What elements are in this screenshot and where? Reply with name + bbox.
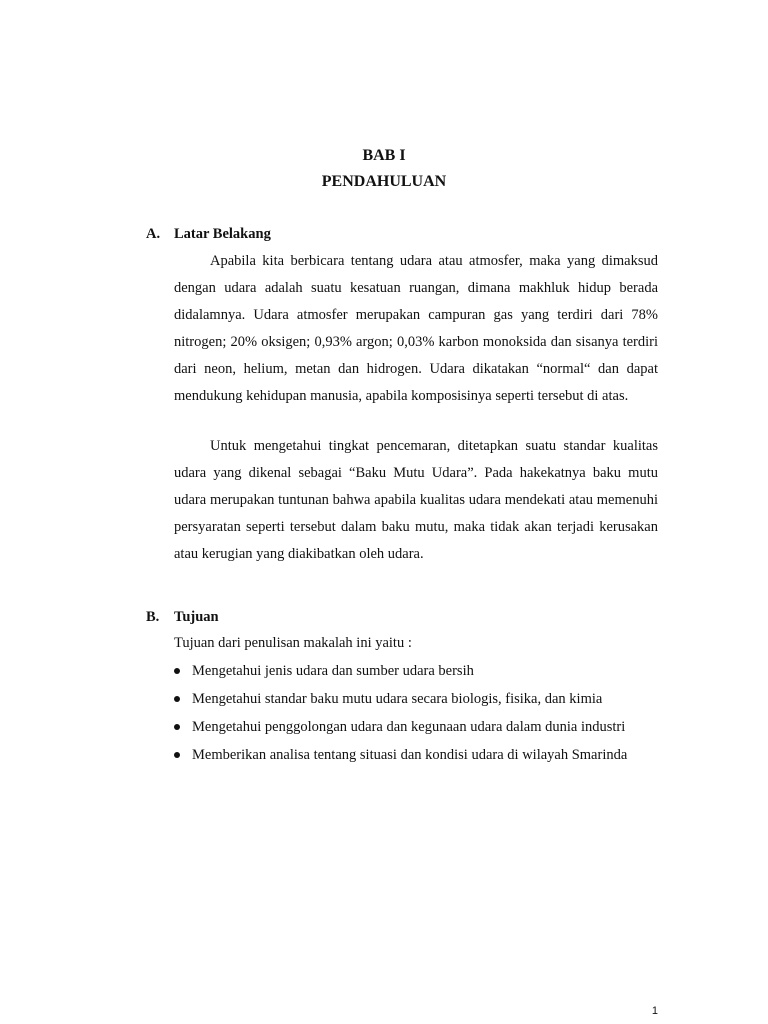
list-item <box>174 741 674 769</box>
page-number: 1 <box>651 1005 658 1017</box>
background-paragraph-2: Untuk mengetahui tingkat pencemaran, ditetapkan suatu standar kualitas udara yang dikenal sebagai “Baku Mutu Udara”. Pada hakekatnya baku mutu udara merupakan tuntunan bahwa apabila kualitas udara mendekati atau memenuhi persyaratan seperti tersebut dalam baku mutu, maka tidak akan terjadi kerusakan atau kerugian yang diakibatkan oleh udara. <box>174 438 658 562</box>
list-item-text: Mengetahui jenis udara dan sumber udara bersih <box>192 663 474 679</box>
list-item <box>174 713 674 741</box>
bullet-icon <box>174 724 180 730</box>
chapter-label: BAB I <box>362 147 406 164</box>
background-paragraph-1: Apabila kita berbicara tentang udara atau atmosfer, maka yang dimaksud dengan udara adalah suatu kesatuan ruangan, dimana makhluk hidup berada didalamnya. Udara atmosfer merupakan campuran gas yang terdiri dari 78% nitrogen; 20% oksigen; 0,93% argon; 0,03% karbon monoksida dan sisanya terdiri dari neon, helium, metan dan hidrogen. Udara dikatakan “normal“ dan dapat mendukung kehidupan manusia, apabila komposisinya seperti tersebut di atas. <box>174 253 658 404</box>
list-item <box>174 685 674 713</box>
section-b-title: Tujuan <box>174 609 219 625</box>
section-a-heading <box>146 224 271 244</box>
chapter-title: PENDAHULUAN <box>321 173 447 190</box>
list-item <box>174 657 674 685</box>
bullet-icon <box>174 752 180 758</box>
list-item-text: Mengetahui standar baku mutu udara secara biologis, fisika, dan kimia <box>192 691 603 707</box>
section-b-heading <box>146 607 219 627</box>
list-item-text: Mengetahui penggolongan udara dan kegunaan udara dalam dunia industri <box>192 719 626 735</box>
bullet-icon <box>174 668 180 674</box>
bullet-icon <box>174 696 180 702</box>
section-a-letter: A. <box>146 226 161 242</box>
objectives-list <box>174 657 674 769</box>
section-a-title: Latar Belakang <box>174 226 271 242</box>
list-item-text: Memberikan analisa tentang situasi dan kondisi udara di wilayah Smarinda <box>192 747 628 763</box>
objectives-intro: Tujuan dari penulisan makalah ini yaitu : <box>174 635 412 651</box>
section-b-letter: B. <box>146 609 160 625</box>
